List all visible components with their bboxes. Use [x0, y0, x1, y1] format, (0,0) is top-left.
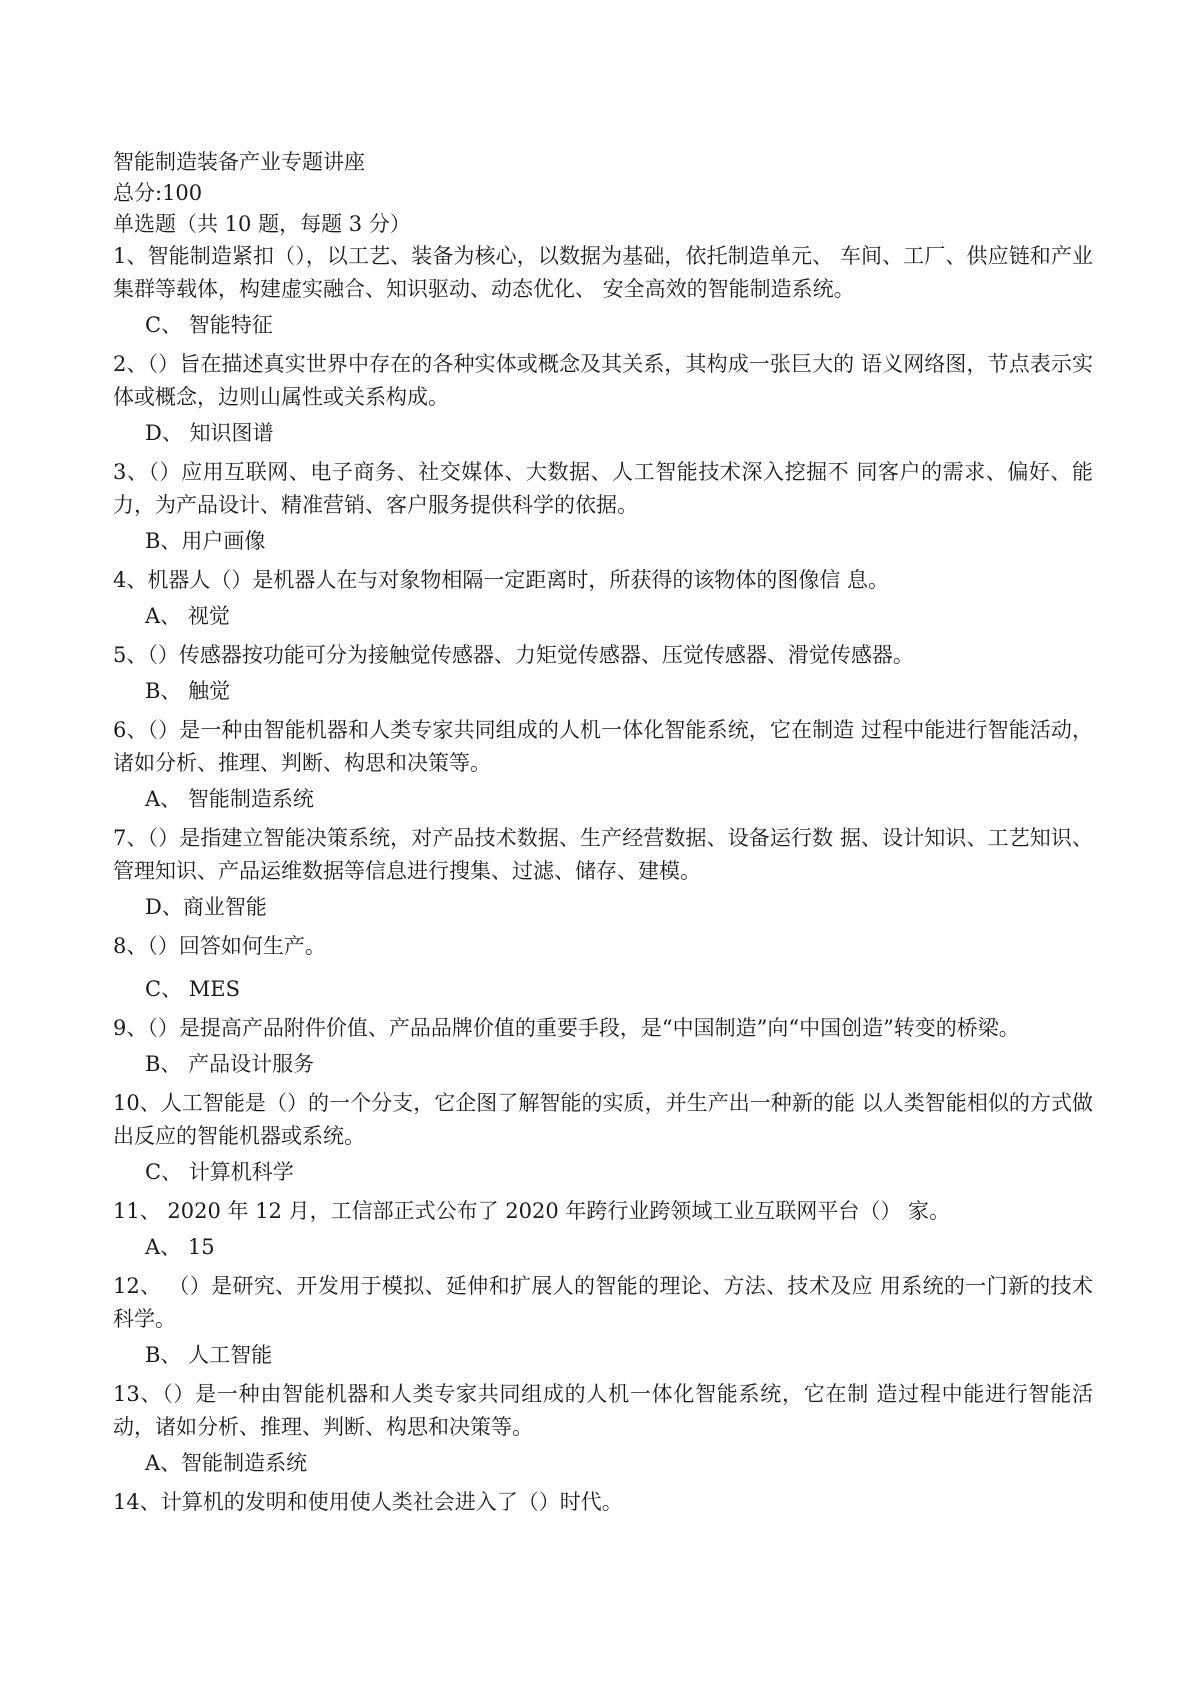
question-text: 14、计算机的发明和使用使人类社会进入了（）时代。: [113, 1490, 623, 1514]
question-text: 1、智能制造紧扣（），以工艺、装备为核心，以数据为基础，依托制造单元、 车间、工厂、供应链和产业集群等载体，构建虚实融合、知识驱动、动态优化、 安全高效的智能制造系统。: [113, 244, 1093, 301]
question-text: 10、人工智能是（）的一个分支，它企图了解智能的实质，并生产出一种新的能 以人类智能相似的方式做出反应的智能机器或系统。: [113, 1091, 1093, 1148]
answer-text: C、 智能特征: [145, 313, 273, 337]
question-5: [113, 639, 1093, 708]
answer-text: B、用户画像: [145, 529, 266, 553]
question-13: [113, 1378, 1093, 1480]
question-text: 2、（）旨在描述真实世界中存在的各种实体或概念及其关系，其构成一张巨大的 语义网络图，节点表示实体或概念，边则山属性或关系构成。: [113, 352, 1093, 409]
question-14: [113, 1486, 1093, 1519]
answer-text: B、 产品设计服务: [145, 1052, 315, 1076]
question-10: [113, 1087, 1093, 1189]
answer-text: D、商业智能: [145, 895, 267, 919]
exam-page: [113, 147, 1093, 1519]
question-7: [113, 822, 1093, 924]
question-text: 4、机器人（）是机器人在与对象物相隔一定距离时，所获得的该物体的图像信 息。: [113, 568, 890, 592]
question-4: [113, 564, 1093, 633]
question-text: 11、 2020 年 12 月，工信部正式公布了 2020 年跨行业跨领域工业互联网平台（） 家。: [113, 1199, 951, 1223]
document-title: 智能制造装备产业专题讲座: [113, 150, 365, 174]
question-text: 6、（）是一种由智能机器和人类专家共同组成的人机一体化智能系统，它在制造 过程中能进行智能活动，诸如分析、推理、判断、构思和决策等。: [113, 718, 1093, 775]
question-text: 9、（）是提高产品附件价值、产品品牌价值的重要手段，是“中国制造”向“中国创造”转变的桥梁。: [113, 1016, 1020, 1040]
section-heading: 单选题（共 10 题，每题 3 分）: [113, 212, 411, 236]
question-text: 12、 （）是研究、开发用于模拟、延伸和扩展人的智能的理论、方法、技术及应 用系统的一门新的技术科学。: [113, 1274, 1093, 1331]
question-3: [113, 456, 1093, 558]
question-text: 5、（）传感器按功能可分为接触觉传感器、力矩觉传感器、压觉传感器、滑觉传感器。: [113, 643, 914, 667]
answer-text: A、智能制造系统: [145, 1451, 308, 1475]
question-text: 3、（）应用互联网、电子商务、社交媒体、大数据、人工智能技术深入挖掘不 同客户的需求、偏好、能力，为产品设计、精准营销、客户服务提供科学的依据。: [113, 460, 1093, 517]
question-12: [113, 1270, 1093, 1372]
answer-text: A、 视觉: [145, 604, 230, 628]
question-6: [113, 714, 1093, 816]
question-8: [113, 930, 1093, 1006]
question-1: [113, 240, 1093, 342]
total-score: 总分:100: [113, 181, 203, 205]
answer-text: A、 15: [145, 1235, 215, 1259]
question-9: [113, 1012, 1093, 1081]
question-text: 8、（）回答如何生产。: [113, 934, 326, 958]
answer-text: B、 触觉: [145, 679, 231, 703]
answer-text: C、 计算机科学: [145, 1160, 294, 1184]
answer-text: A、 智能制造系统: [145, 787, 314, 811]
question-11: [113, 1195, 1093, 1264]
answer-text: C、 MES: [145, 977, 240, 1001]
question-text: 7、（）是指建立智能决策系统，对产品技术数据、生产经营数据、设备运行数 据、设计知识、工艺知识、管理知识、产品运维数据等信息进行搜集、过滤、储存、建模。: [113, 826, 1093, 883]
question-2: [113, 348, 1093, 450]
question-text: 13、（）是一种由智能机器和人类专家共同组成的人机一体化智能系统，它在制 造过程中能进行智能活动，诸如分析、推理、判断、构思和决策等。: [113, 1382, 1093, 1439]
answer-text: D、 知识图谱: [145, 421, 274, 445]
answer-text: B、 人工智能: [145, 1343, 273, 1367]
